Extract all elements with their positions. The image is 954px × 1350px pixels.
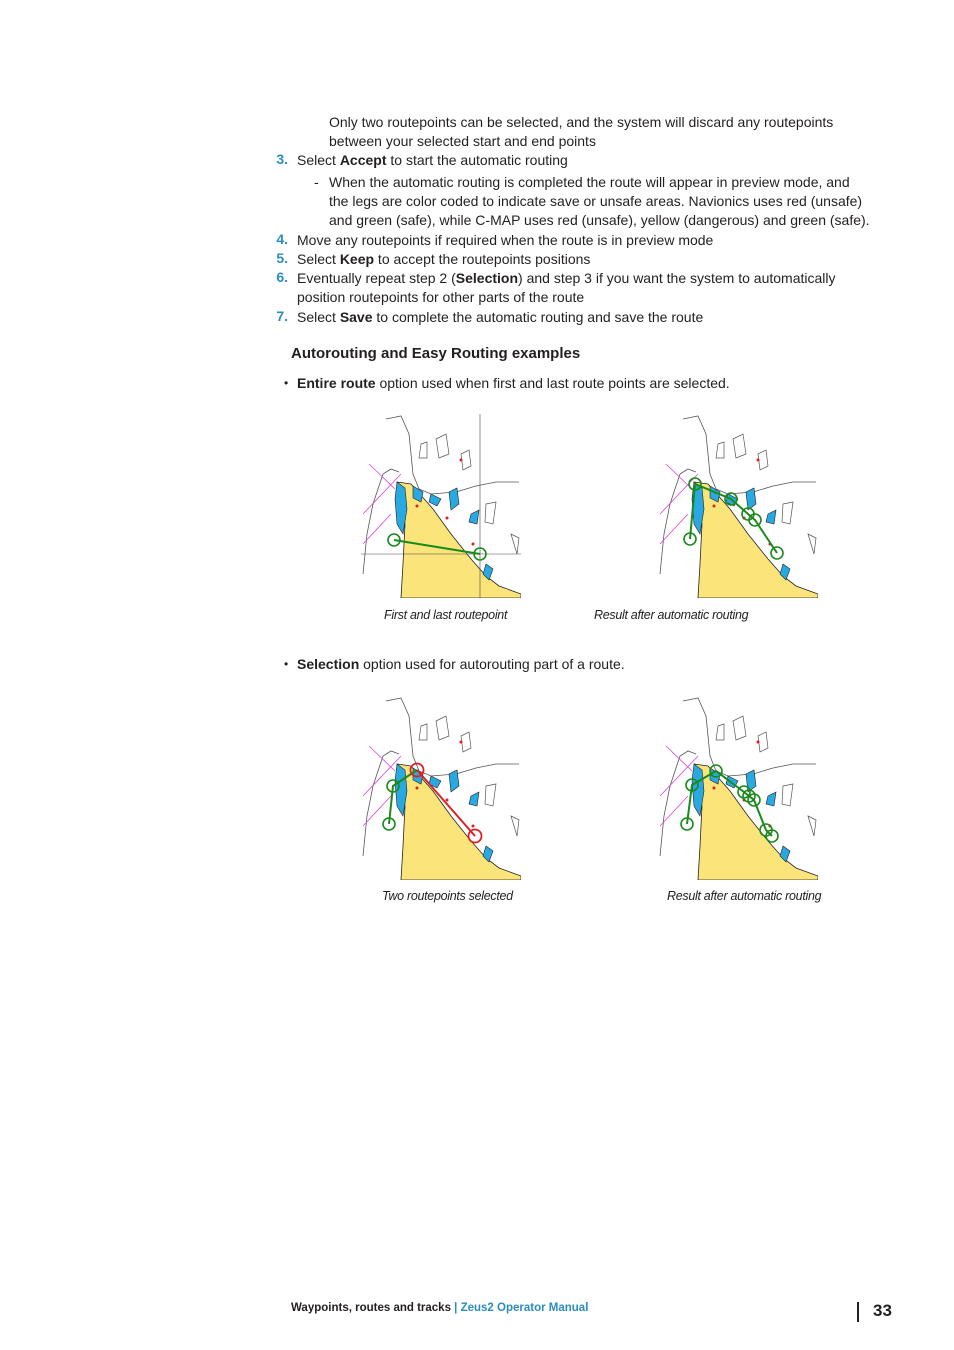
footer-title: Waypoints, routes and tracks | Zeus2 Operator Manual: [291, 1302, 589, 1314]
figure-caption: Result after automatic routing: [594, 608, 749, 622]
intro-line-1: Only two routepoints can be selected, and the system will discard any routepoints: [329, 114, 834, 130]
figure-caption: First and last routepoint: [384, 608, 508, 622]
bullet-icon: •: [284, 657, 289, 671]
step-number: 3.: [276, 151, 288, 167]
chart-map-result-1: [658, 414, 818, 598]
figure-caption: Result after automatic routing: [667, 889, 822, 903]
step-text: Select Save to complete the automatic routing and save the route: [297, 309, 704, 325]
note-line-1: When the automatic routing is completed the route will appear in preview mode, and: [329, 174, 850, 190]
chart-map-first-last: [361, 414, 521, 598]
bullet-text: Selection option used for autorouting part of a route.: [297, 656, 625, 672]
step-number: 7.: [276, 308, 288, 324]
figure-caption: Two routepoints selected: [382, 889, 513, 903]
map-background: [361, 414, 521, 598]
map-background: [363, 698, 521, 880]
section-heading: Autorouting and Easy Routing examples: [291, 345, 581, 362]
footer-divider: [857, 1302, 859, 1322]
step-text: Select Keep to accept the routepoints positions: [297, 251, 591, 267]
chart-map-two-selected: [361, 696, 521, 880]
step-text: Select Accept to start the automatic routing: [297, 152, 568, 168]
step-text: Move any routepoints if required when the route is in preview mode: [297, 232, 714, 248]
bullet-text: Entire route option used when first and last route points are selected.: [297, 375, 730, 391]
chart-map-result-2: [658, 696, 818, 880]
step-number: 5.: [276, 250, 288, 266]
note-dash: -: [314, 174, 319, 190]
step-number: 4.: [276, 231, 288, 247]
note-line-3: and green (safe), while C-MAP uses red (unsafe), yellow (dangerous) and green (safe).: [329, 212, 870, 228]
step-text: Eventually repeat step 2 (Selection) and step 3 if you want the system to automatically: [297, 270, 836, 286]
step-text-continued: position routepoints for other parts of the route: [297, 289, 585, 305]
bullet-icon: •: [284, 376, 289, 390]
step-number: 6.: [276, 269, 288, 285]
page-number: 33: [873, 1301, 892, 1320]
intro-line-2: between your selected start and end points: [329, 133, 596, 149]
note-line-2: the legs are color coded to indicate save or unsafe areas. Navionics uses red (unsafe): [329, 193, 863, 209]
